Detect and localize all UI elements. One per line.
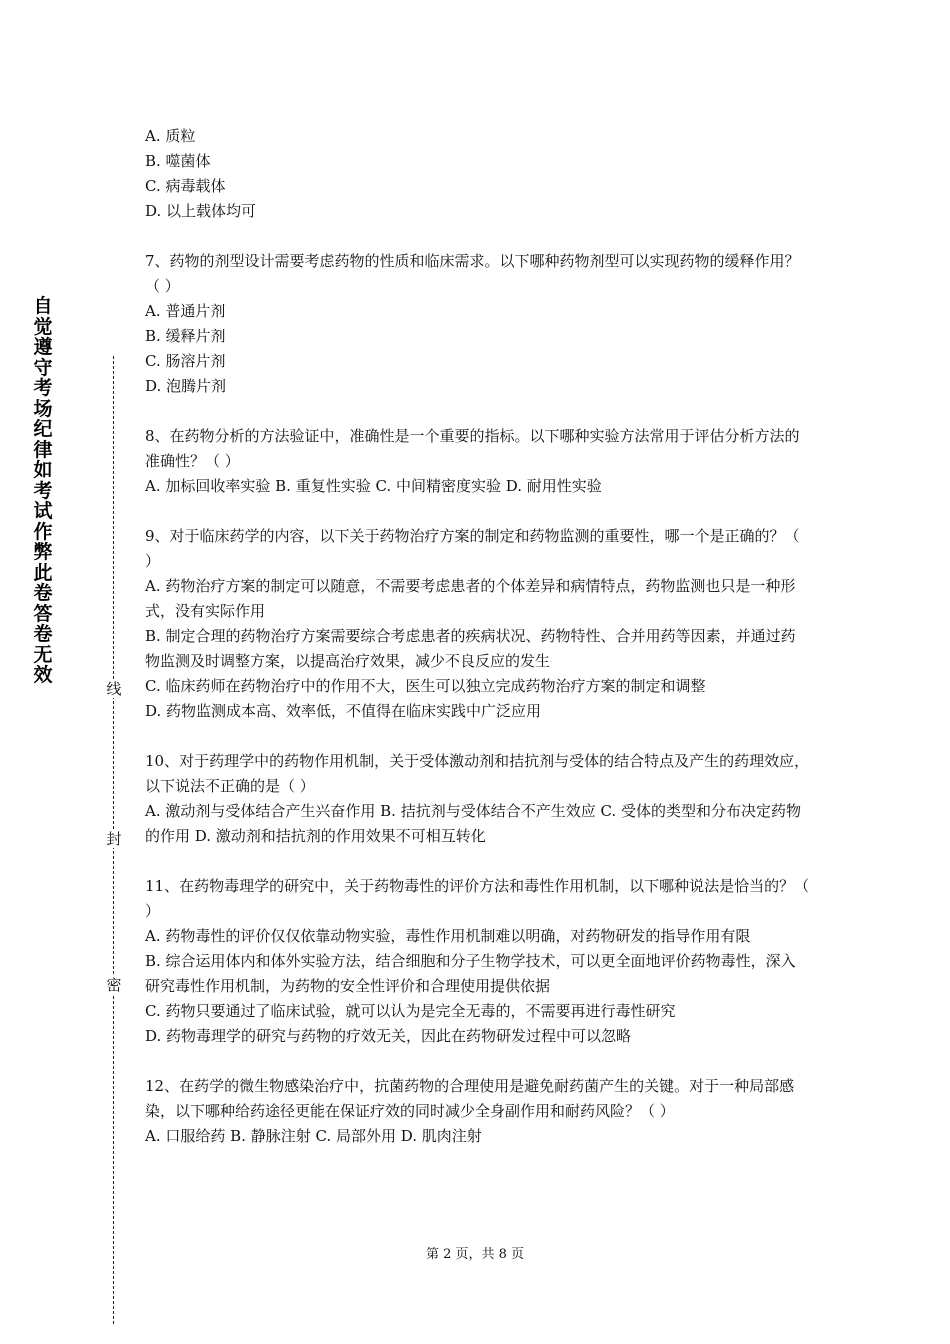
question-10 (145, 749, 810, 849)
option-b: B. 制定合理的药物治疗方案需要综合考虑患者的疾病状况、药物特性、合并用药等因素，并通过药物监测及时调整方案，以提高治疗效果，减少不良反应的发生 (145, 627, 796, 670)
seal-line-label-secret: 密 (104, 976, 124, 994)
question-options: A. 加标回收率实验 B. 重复性实验 C. 中间精密度实验 D. 耐用性实验 (145, 477, 602, 495)
question-12 (145, 1074, 810, 1149)
question-options: A. 激动剂与受体结合产生兴奋作用 B. 拮抗剂与受体结合不产生效应 C. 受体的类型和分布决定药物的作用 D. 激动剂和拮抗剂的作用效果不可相互转化 (145, 802, 801, 845)
option-c: C. 病毒载体 (145, 177, 226, 195)
seal-line-label-seal: 封 (104, 830, 124, 848)
option-c: C. 肠溶片剂 (145, 352, 226, 370)
question-stem: 7、药物的剂型设计需要考虑药物的性质和临床需求。以下哪种药物剂型可以实现药物的缓释作用？（ ） (145, 252, 800, 295)
seal-line-label-line: 线 (104, 680, 124, 698)
option-d: D. 药物监测成本高、效率低，不值得在临床实践中广泛应用 (145, 702, 542, 720)
exam-warning-vertical: 自觉遵守考场纪律如考试作弊此卷答卷无效 (33, 295, 53, 686)
option-b: B. 综合运用体内和体外实验方法，结合细胞和分子生物学技术，可以更全面地评价药物毒性，深入研究毒性作用机制，为药物的安全性评价和合理使用提供依据 (145, 952, 796, 995)
question-8 (145, 424, 810, 499)
page-number-footer: 第 2 页，共 8 页 (425, 1247, 525, 1262)
question-11 (145, 874, 810, 1049)
option-c: C. 药物只要通过了临床试验，就可以认为是完全无毒的，不需要再进行毒性研究 (145, 1002, 676, 1020)
option-a: A. 质粒 (145, 127, 196, 145)
option-d: D. 以上载体均可 (145, 202, 257, 220)
question-6-options (145, 124, 810, 224)
question-options: A. 口服给药 B. 静脉注射 C. 局部外用 D. 肌肉注射 (145, 1127, 482, 1145)
option-d: D. 药物毒理学的研究与药物的疗效无关，因此在药物研发过程中可以忽略 (145, 1027, 632, 1045)
option-a: A. 药物治疗方案的制定可以随意，不需要考虑患者的个体差异和病情特点，药物监测也只是一种形式，没有实际作用 (145, 577, 796, 620)
option-a: A. 药物毒性的评价仅仅依靠动物实验，毒性作用机制难以明确，对药物研发的指导作用有限 (145, 927, 751, 945)
question-9 (145, 524, 810, 724)
question-7 (145, 249, 810, 399)
option-b: B. 噬菌体 (145, 152, 211, 170)
question-stem: 8、在药物分析的方法验证中，准确性是一个重要的指标。以下哪种实验方法常用于评估分析方法的准确性？（ ） (145, 427, 800, 470)
question-stem: 9、对于临床药学的内容，以下关于药物治疗方案的制定和药物监测的重要性，哪一个是正确的？（ ） (145, 527, 800, 570)
question-stem: 10、对于药理学中的药物作用机制，关于受体激动剂和拮抗剂与受体的结合特点及产生的药理效应，以下说法不正确的是（ ） (145, 752, 810, 795)
option-b: B. 缓释片剂 (145, 327, 226, 345)
question-stem: 11、在药物毒理学的研究中，关于药物毒性的评价方法和毒性作用机制，以下哪种说法是恰当的？（ ） (145, 877, 810, 920)
option-d: D. 泡腾片剂 (145, 377, 227, 395)
option-c: C. 临床药师在药物治疗中的作用不大，医生可以独立完成药物治疗方案的制定和调整 (145, 677, 706, 695)
exam-content (145, 124, 810, 1149)
question-stem: 12、在药学的微生物感染治疗中，抗菌药物的合理使用是避免耐药菌产生的关键。对于一种局部感染，以下哪种给药途径更能在保证疗效的同时减少全身副作用和耐药风险？（ ） (145, 1077, 795, 1120)
option-a: A. 普通片剂 (145, 302, 226, 320)
